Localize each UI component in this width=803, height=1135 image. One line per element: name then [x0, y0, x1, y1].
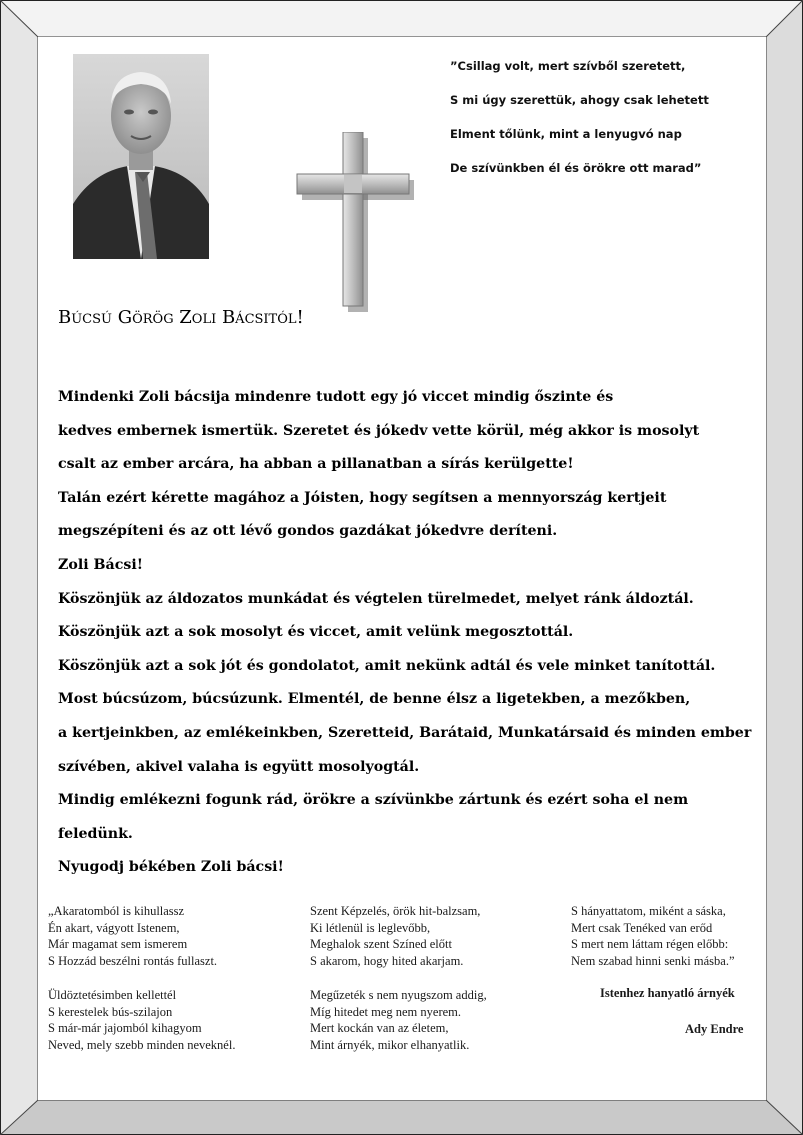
eulogy-line: Most búcsúzom, búcsúzunk. Elmentél, de benne élsz a ligetekben, a mezőkben, — [58, 691, 691, 708]
eulogy-line: feledünk. — [58, 825, 133, 842]
quote-line: De szívünkben él és örökre ott marad” — [450, 161, 702, 175]
quote-line: ”Csillag volt, mert szívből szeretett, — [450, 59, 686, 73]
quote-line: Elment tőlünk, mint a lenyugvó nap — [450, 127, 682, 141]
poem-line: Meghalok szent Színed előtt — [310, 937, 452, 951]
eulogy-line: Mindenki Zoli bácsija mindenre tudott egy jó viccet mindig őszinte és — [58, 389, 614, 405]
eulogy-line: Nyugodj békében Zoli bácsi! — [58, 859, 284, 876]
eulogy-line: Talán ezért kérette magához a Jóisten, hogy segítsen a mennyország kertjeit — [58, 489, 667, 506]
poem-title: Istenhez hanyatló árnyék — [600, 986, 735, 1000]
eulogy-line: Köszönjük az áldozatos munkádat és végtelen türelmedet, melyet ránk áldoztál. — [58, 590, 694, 607]
poem-stanza — [310, 987, 540, 1053]
poem-line: Én akart, vágyott Istenem, — [48, 920, 180, 935]
eulogy-line: Köszönjük azt a sok mosolyt és viccet, amit velünk megosztottál. — [58, 624, 574, 641]
poem-stanza — [310, 903, 540, 969]
poem-line: S hányattatom, miként a sáska, — [571, 904, 726, 918]
poem-line: S kerestelek bús-szilajon — [48, 1004, 173, 1019]
poem-stanza — [48, 987, 288, 1053]
poem-column-1 — [48, 903, 288, 1071]
eulogy-line: Zoli Bácsi! — [58, 556, 143, 573]
poem-line: Üldöztetésimben kellettél — [48, 988, 177, 1002]
eulogy-text — [58, 387, 758, 891]
eulogy-line: Mindig emlékezni fogunk rád, örökre a szívünkbe zártunk és ezért soha el nem — [58, 792, 689, 809]
poem-line: S mert nem láttam régen előbb: — [571, 937, 729, 951]
portrait-photo — [73, 54, 209, 259]
eulogy-line: szívében, akivel valaha is együtt mosolyogtál. — [58, 758, 420, 775]
memorial-page — [38, 37, 766, 1100]
eulogy-line: csalt az ember arcára, ha abban a pillanatban a sírás kerülgette! — [58, 456, 574, 473]
poem-line: Nem szabad hinni senki másba.” — [571, 953, 735, 968]
poem-line: Ki létlenül is leglevőbb, — [310, 920, 431, 935]
eulogy-line: kedves embernek ismertük. Szeretet és jókedv vette körül, még akkor is mosolyt — [58, 422, 700, 439]
poem-author: Ady Endre — [685, 1022, 744, 1036]
quote-block — [450, 57, 750, 193]
poem-line: Mert kockán van az életem, — [310, 1021, 449, 1035]
poem-line: Míg hitedet meg nem nyerem. — [310, 1004, 462, 1019]
eulogy-line: a kertjeinkben, az emlékeinkben, Szeretteid, Barátaid, Munkatársaid és minden ember — [58, 724, 752, 741]
poem-column-2 — [310, 903, 540, 1071]
quote-line: S mi úgy szerettük, ahogy csak lehetett — [450, 93, 709, 107]
poem-line: S Hozzád beszélni rontás fullaszt. — [48, 953, 218, 968]
poem-column-3 — [571, 903, 761, 987]
eulogy-line: megszépíteni és az ott lévő gondos gazdákat jókedvre deríteni. — [58, 523, 558, 540]
poem-line: Megűzeték s nem nyugszom addig, — [310, 988, 487, 1002]
poem-line: Szent Képzelés, örök hit-balzsam, — [310, 904, 481, 918]
poem-line: Mint árnyék, mikor elhanyatlik. — [310, 1037, 470, 1052]
eulogy-line: Köszönjük azt a sok jót és gondolatot, amit nekünk adtál és vele minket tanítottál. — [58, 657, 716, 674]
poem-line: Mert csak Tenéked van erőd — [571, 920, 713, 935]
poem-line: S akarom, hogy hited akarjam. — [310, 953, 464, 968]
poem-line: „Akaratomból is kihullassz — [48, 904, 185, 918]
poem-stanza — [48, 903, 288, 969]
poem-line: Már magamat sem ismerem — [48, 937, 188, 951]
poem-line: S már-már jajomból kihagyom — [48, 1021, 202, 1035]
poem-line: Neved, mely szebb minden neveknél. — [48, 1037, 236, 1052]
poem-stanza — [571, 903, 761, 969]
page-title: Búcsú Görög Zoli Bácsitól! — [58, 307, 304, 328]
cross-icon — [296, 132, 414, 312]
